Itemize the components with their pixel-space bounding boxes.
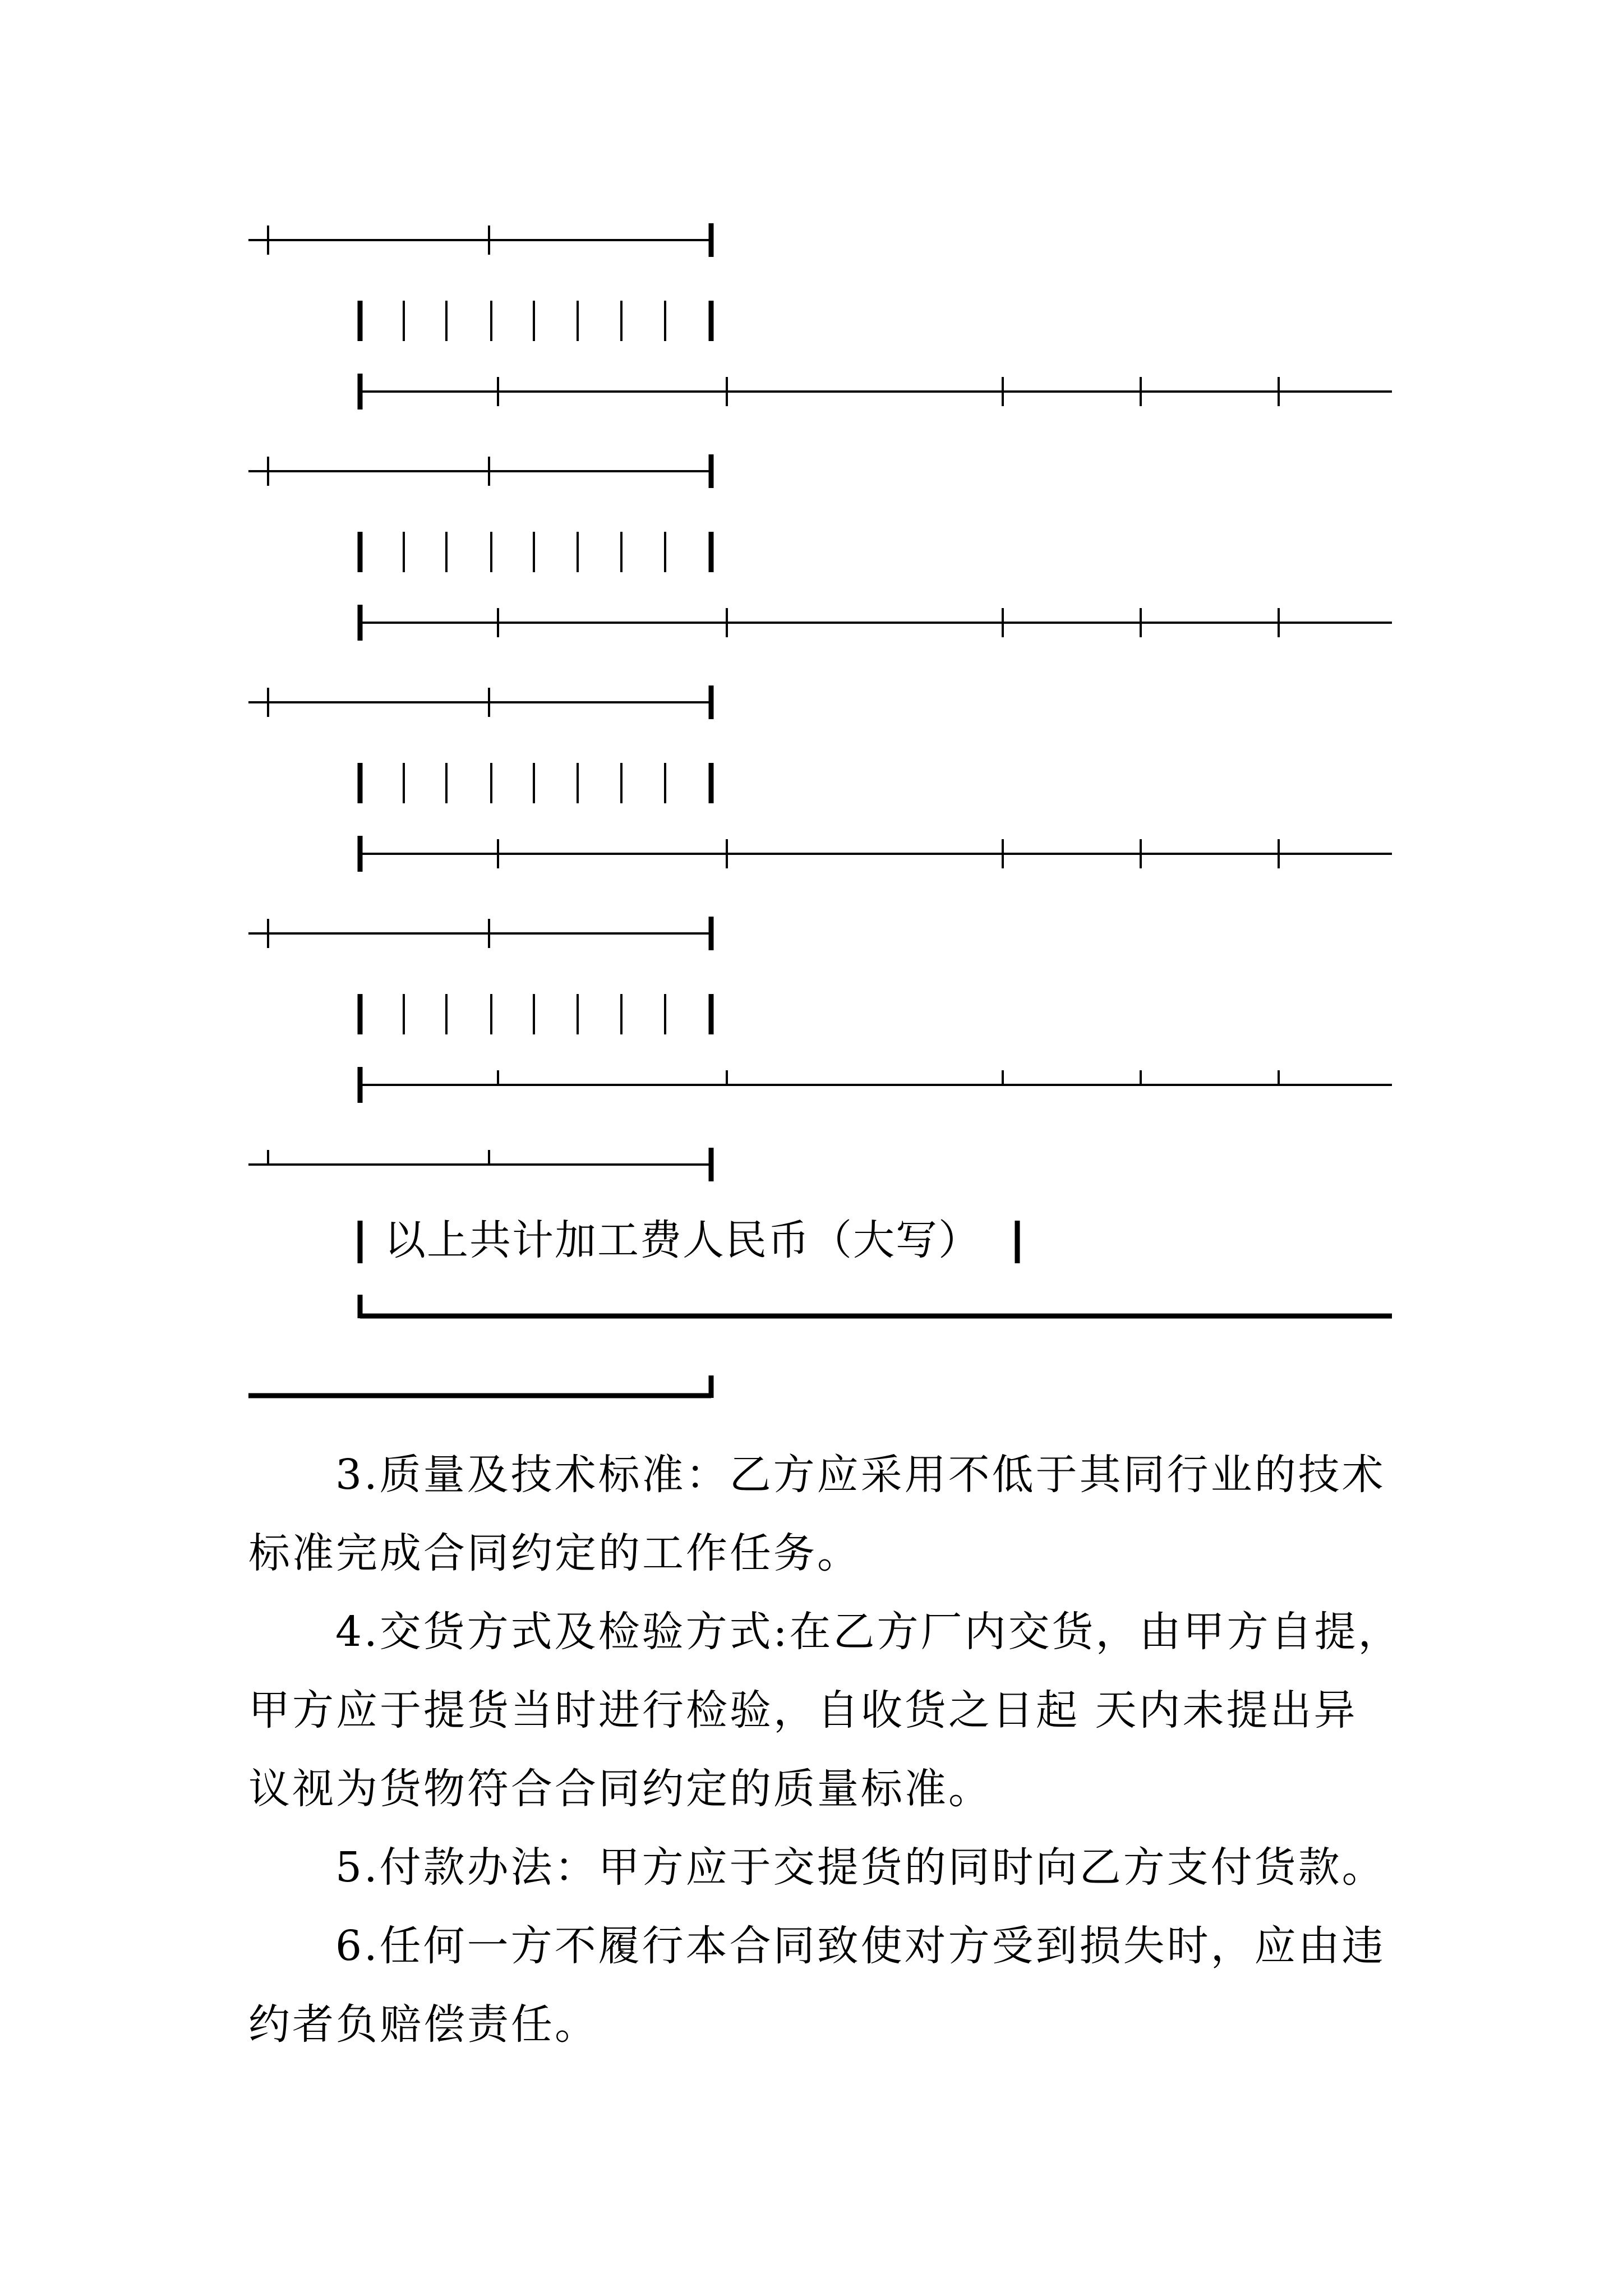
clause-line: 6.任何一方不履行本合同致使对方受到损失时，应由违 [335, 1922, 1386, 1970]
clause-line: 3.质量及技术标准：乙方应采用不低于其同行业的技术 [335, 1451, 1386, 1499]
clause-line: 甲方应于提货当时进行检验，自收货之日起 天内未提出异 [248, 1686, 1358, 1734]
total-amount-label: 以上共计加工费人民币（大写） [384, 1216, 981, 1264]
clause-line: 约者负赔偿责任。 [248, 2000, 598, 2049]
clause-line: 5.付款办法：甲方应于交提货的同时向乙方支付货款。 [335, 1843, 1386, 1892]
clause-line: 标准完成合同约定的工作任务。 [248, 1529, 861, 1577]
clause-line: 议视为货物符合合同约定的质量标准。 [248, 1765, 992, 1813]
clause-line: 4.交货方式及检验方式:在乙方厂内交货，由甲方自提， [335, 1608, 1402, 1656]
